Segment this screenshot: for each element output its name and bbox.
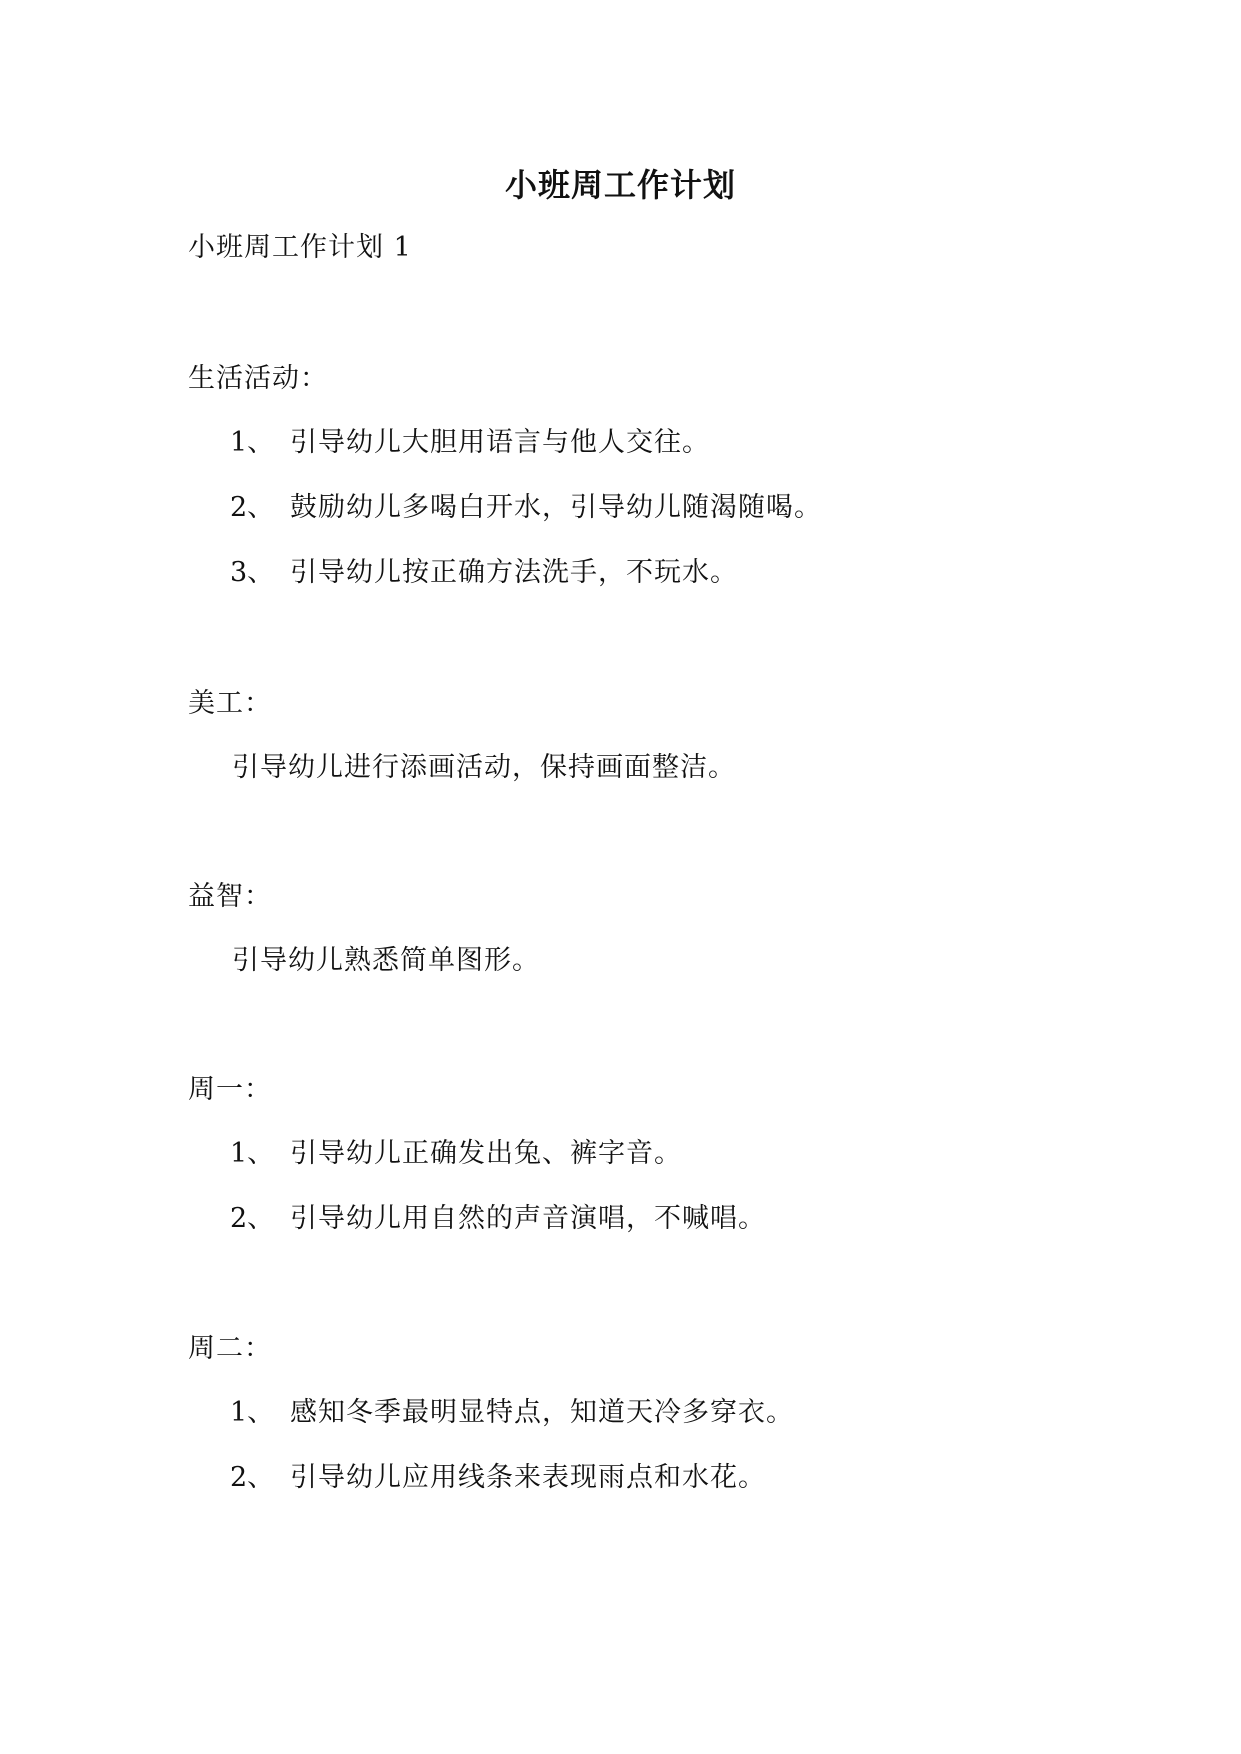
section-heading-art: 美工： bbox=[188, 688, 272, 719]
list-item-text: 引导幼儿按正确方法洗手，不玩水。 bbox=[290, 557, 738, 588]
list-item-number: 1、 bbox=[230, 1138, 275, 1169]
list-item-number: 2、 bbox=[230, 1462, 275, 1493]
document-title: 小班周工作计划 bbox=[504, 166, 736, 204]
list-item-text: 引导幼儿大胆用语言与他人交往。 bbox=[290, 427, 710, 458]
section-paragraph-puzzle: 引导幼儿熟悉简单图形。 bbox=[232, 945, 540, 976]
list-item-number: 1、 bbox=[230, 1397, 275, 1428]
list-item-text: 引导幼儿正确发出兔、裤字音。 bbox=[290, 1138, 682, 1169]
section-heading-daily-activities: 生活活动： bbox=[188, 363, 328, 394]
list-item-number: 1、 bbox=[230, 427, 275, 458]
list-item-text: 鼓励幼儿多喝白开水，引导幼儿随渴随喝。 bbox=[290, 492, 822, 523]
list-item-text: 引导幼儿应用线条来表现雨点和水花。 bbox=[290, 1462, 766, 1493]
list-item-text: 感知冬季最明显特点，知道天冷多穿衣。 bbox=[290, 1397, 794, 1428]
list-item-number: 3、 bbox=[230, 557, 275, 588]
section-heading-tuesday: 周二： bbox=[188, 1333, 272, 1364]
list-item-text: 引导幼儿用自然的声音演唱，不喊唱。 bbox=[290, 1203, 766, 1234]
section-heading-monday: 周一： bbox=[188, 1074, 272, 1105]
section-heading-puzzle: 益智： bbox=[188, 881, 272, 912]
document-subtitle: 小班周工作计划 1 bbox=[188, 232, 412, 263]
section-paragraph-art: 引导幼儿进行添画活动，保持画面整洁。 bbox=[232, 752, 736, 783]
list-item-number: 2、 bbox=[230, 492, 275, 523]
list-item-number: 2、 bbox=[230, 1203, 275, 1234]
